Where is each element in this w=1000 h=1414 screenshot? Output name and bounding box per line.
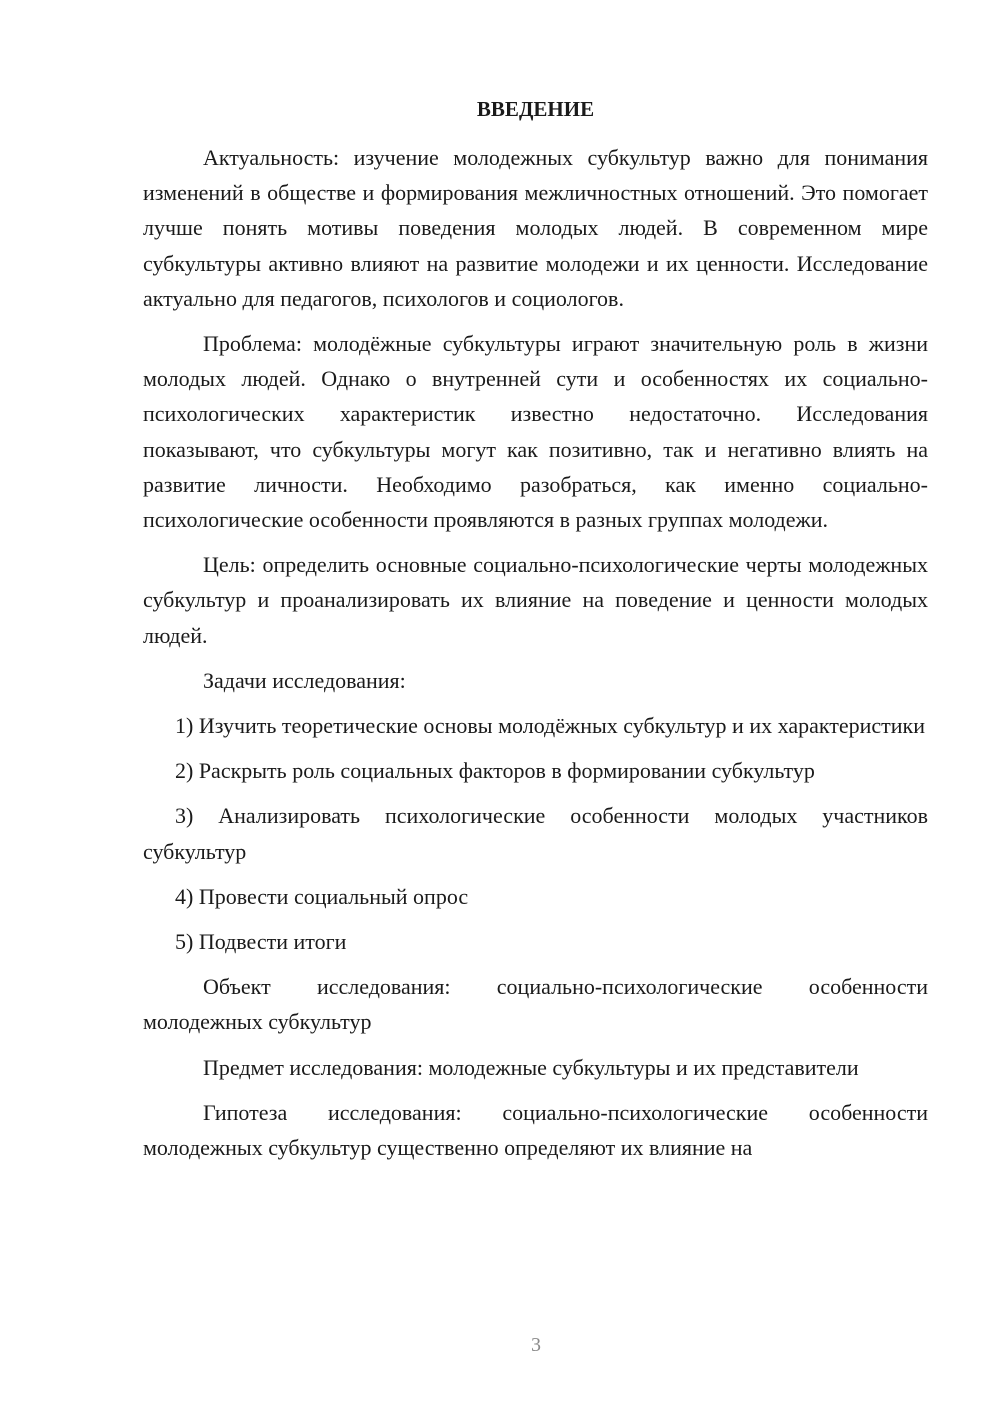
paragraph-goal: Цель: определить основные социально-психологические черты молодежных субкультур и проанализировать их влияние на поведение и ценности молодых людей. bbox=[143, 552, 928, 648]
task-item: 3) Анализировать психологические особенности молодых участников субкультур bbox=[143, 803, 928, 864]
paragraph-object: Объект исследования: социально-психологические особенности молодежных субкультур bbox=[143, 974, 928, 1035]
paragraph-hypothesis: Гипотеза исследования: социально-психологические особенности молодежных субкультур существенно определяют их влияние на bbox=[143, 1099, 928, 1161]
section-title: ВВЕДЕНИЕ bbox=[476, 97, 595, 121]
task-item: 1) Изучить теоретические основы молодёжных субкультур и их характеристики bbox=[175, 713, 926, 739]
task-item: 4) Провести социальный опрос bbox=[175, 883, 469, 909]
paragraph-subject: Предмет исследования: молодежные субкультуры и их представители bbox=[203, 1054, 859, 1080]
task-item: 5) Подвести итоги bbox=[175, 929, 347, 955]
paragraph-problem: Проблема: молодёжные субкультуры играют значительную роль в жизни молодых людей. Однако о внутренней сути и особенностях их социально-психологических характеристик известно недостаточно. Исследования показывают, что субкультуры могут как позитивно, так и негативно влиять на развитие личности. Необходимо разобраться, как именно социально-психологические особенности проявляются в разных группах молодежи. bbox=[143, 331, 928, 533]
page-number: 3 bbox=[531, 1334, 541, 1356]
document-page bbox=[143, 92, 928, 1175]
task-item: 2) Раскрыть роль социальных факторов в формировании субкультур bbox=[175, 758, 815, 784]
paragraph-relevance: Актуальность: изучение молодежных субкультур важно для понимания изменений в обществе и формирования межличностных отношений. Это помогает лучше понять мотивы поведения молодых людей. В современном мире субкультуры активно влияют на развитие молодежи и их ценности. Исследование актуально для педагогов, психологов и социологов. bbox=[143, 145, 928, 311]
paragraph-tasks-heading: Задачи исследования: bbox=[203, 667, 406, 693]
